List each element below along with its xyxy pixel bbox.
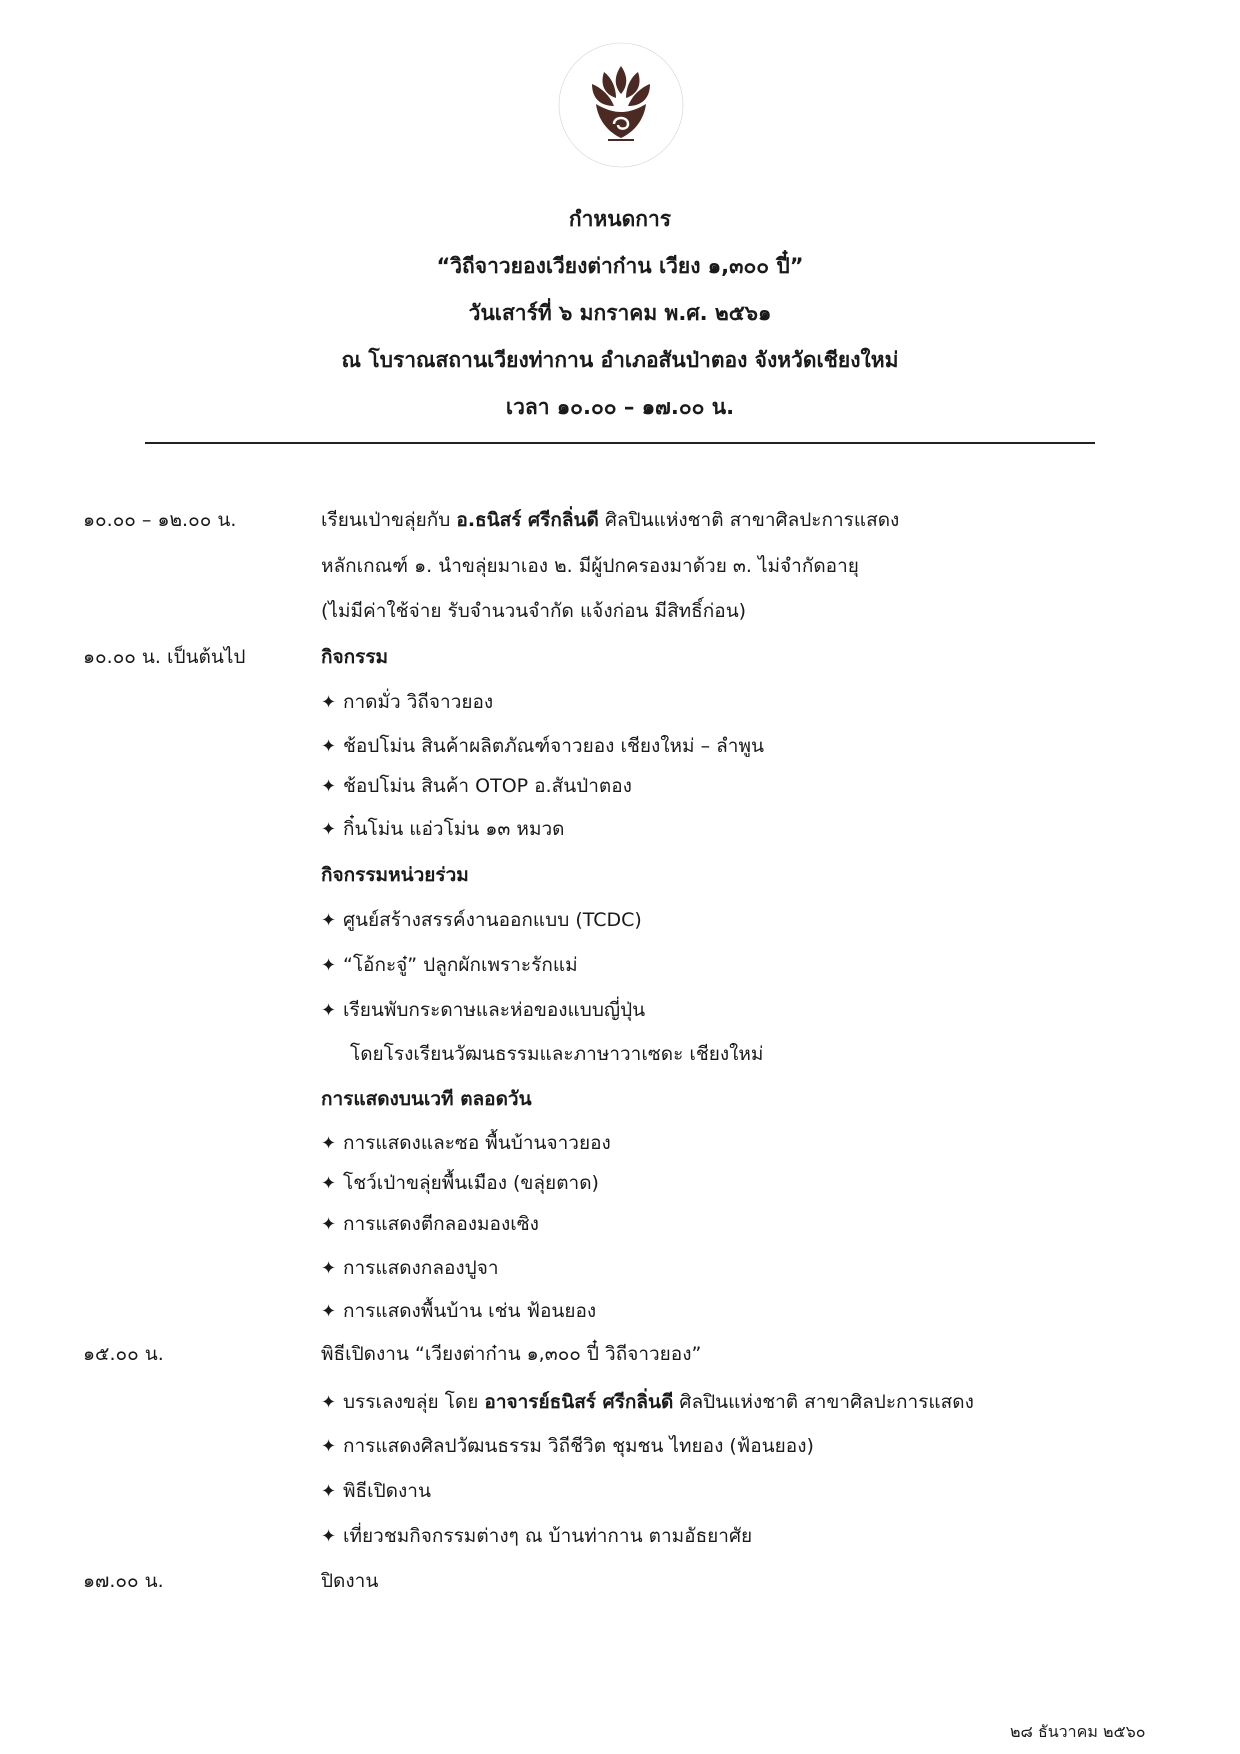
list-item xyxy=(321,815,564,844)
schedule-time: ๑๐.๐๐ – ๑๒.๐๐ น. xyxy=(83,509,237,531)
star-bullet-icon: ✦ xyxy=(321,736,337,757)
list-item xyxy=(321,688,493,717)
document-header xyxy=(0,196,1240,431)
star-bullet-icon: ✦ xyxy=(321,692,337,713)
star-bullet-icon: ✦ xyxy=(321,1526,337,1547)
event-venue: ณ โบราณสถานเวียงท่ากาน อำเภอสันป่าตอง จังหวัดเชียงใหม่ xyxy=(341,348,899,372)
header-divider xyxy=(145,442,1095,444)
list-item xyxy=(321,1297,596,1326)
list-item xyxy=(321,1169,599,1198)
teacher-title: ศิลปินแห่งชาติ สาขาศิลปะการแสดง xyxy=(598,509,900,531)
opening-ceremony-title: พิธีเปิดงาน “เวียงต่าก๋าน ๑,๓๐๐ ปี๋ วิถีจาวยอง” xyxy=(321,1343,702,1365)
list-item xyxy=(321,1477,431,1506)
list-item xyxy=(321,1522,752,1551)
star-bullet-icon: ✦ xyxy=(321,955,337,976)
list-item-label: “โอ้กะจู๋” ปลูกผักเพราะรักแม่ xyxy=(343,954,578,976)
list-item-label: พิธีเปิดงาน xyxy=(343,1480,431,1502)
list-item-continuation: โดยโรงเรียนวัฒนธรรมและภาษาวาเซดะ เชียงใหม่ xyxy=(350,1043,764,1065)
flute-class-line xyxy=(321,506,899,534)
list-item-label: โชว์เป่าขลุ่ยพื้นเมือง (ขลุ่ยตาด) xyxy=(343,1172,599,1194)
star-bullet-icon: ✦ xyxy=(321,1258,337,1279)
association-logo xyxy=(556,40,686,170)
list-item-label: กาดมั่ว วิถีจาวยอง xyxy=(343,691,494,713)
star-bullet-icon: ✦ xyxy=(321,1173,337,1194)
flute-class-criteria: หลักเกณฑ์ ๑. นำขลุ่ยมาเอง ๒. มีผู้ปกครองมาด้วย ๓. ไม่จำกัดอายุ xyxy=(321,555,859,577)
list-item xyxy=(321,732,764,761)
star-bullet-icon: ✦ xyxy=(321,1392,337,1413)
document-date: ๒๘ ธันวาคม ๒๕๖๐ xyxy=(1010,1722,1146,1741)
list-item-label: บรรเลงขลุ่ย โดย xyxy=(343,1391,485,1413)
star-bullet-icon: ✦ xyxy=(321,1301,337,1322)
schedule-time: ๑๕.๐๐ น. xyxy=(83,1343,164,1365)
list-item xyxy=(321,906,642,935)
event-date: วันเสาร์ที่ ๖ มกราคม พ.ศ. ๒๕๖๑ xyxy=(468,301,772,325)
list-item xyxy=(321,1388,974,1417)
performer-title: ศิลปินแห่งชาติ สาขาศิลปะการแสดง xyxy=(673,1391,974,1413)
list-item-label: การแสดงกลองปูจา xyxy=(343,1257,499,1279)
list-item-label: การแสดงและซอ พื้นบ้านจาวยอง xyxy=(343,1132,611,1154)
list-item xyxy=(321,1129,611,1158)
list-item-label: ช้อปโม่น สินค้า OTOP อ.สันป่าตอง xyxy=(343,775,632,797)
performer-name: อาจารย์ธนิสร์ ศรีกลิ่นดี xyxy=(484,1391,674,1413)
schedule-time: ๑๗.๐๐ น. xyxy=(83,1570,164,1592)
closing-text: ปิดงาน xyxy=(321,1570,379,1592)
list-item xyxy=(321,1432,814,1461)
section-heading-activities: กิจกรรม xyxy=(321,646,389,668)
star-bullet-icon: ✦ xyxy=(321,1000,337,1021)
teacher-name: อ.ธนิสร์ ศรีกลิ่นดี xyxy=(456,509,599,531)
list-item xyxy=(321,772,632,801)
list-item xyxy=(321,1210,539,1239)
list-item-label: กิ๋นโม่น แอ่วโม่น ๑๓ หมวด xyxy=(343,818,565,840)
star-bullet-icon: ✦ xyxy=(321,1436,337,1457)
flute-class-text: เรียนเป่าขลุ่ยกับ xyxy=(321,509,457,531)
list-item-label: ช้อปโม่น สินค้าผลิตภัณฑ์จาวยอง เชียงใหม่ – ลำพูน xyxy=(343,735,764,757)
event-name: “วิถีจาวยองเวียงต่าก๋าน เวียง ๑,๓๐๐ ปี๋” xyxy=(436,254,804,278)
header-title: กำหนดการ xyxy=(568,207,672,231)
list-item-label: เรียนพับกระดาษและห่อของแบบญี่ปุ่น xyxy=(343,999,646,1021)
star-bullet-icon: ✦ xyxy=(321,1214,337,1235)
section-heading-partners: กิจกรรมหน่วยร่วม xyxy=(321,864,469,886)
star-bullet-icon: ✦ xyxy=(321,776,337,797)
list-item-label: การแสดงตีกลองมองเซิง xyxy=(343,1213,539,1235)
list-item-label: เที่ยวชมกิจกรรมต่างๆ ณ บ้านท่ากาน ตามอัธยาศัย xyxy=(343,1525,753,1547)
list-item xyxy=(321,996,645,1025)
list-item-label: ศูนย์สร้างสรรค์งานออกแบบ (TCDC) xyxy=(343,909,642,931)
list-item xyxy=(321,1254,499,1283)
list-item-label: การแสดงพื้นบ้าน เช่น ฟ้อนยอง xyxy=(343,1300,597,1322)
section-heading-stage: การแสดงบนเวที ตลอดวัน xyxy=(321,1088,532,1110)
star-bullet-icon: ✦ xyxy=(321,910,337,931)
flute-class-note: (ไม่มีค่าใช้จ่าย รับจำนวนจำกัด แจ้งก่อน มีสิทธิ์ก่อน) xyxy=(321,600,747,622)
star-bullet-icon: ✦ xyxy=(321,819,337,840)
list-item-label: การแสดงศิลปวัฒนธรรม วิถีชีวิต ชุมชน ไทยอง (ฟ้อนยอง) xyxy=(343,1435,814,1457)
star-bullet-icon: ✦ xyxy=(321,1133,337,1154)
list-item xyxy=(321,951,578,980)
star-bullet-icon: ✦ xyxy=(321,1481,337,1502)
event-time: เวลา ๑๐.๐๐ – ๑๗.๐๐ น. xyxy=(505,395,735,419)
schedule-time: ๑๐.๐๐ น. เป็นต้นไป xyxy=(83,646,246,668)
